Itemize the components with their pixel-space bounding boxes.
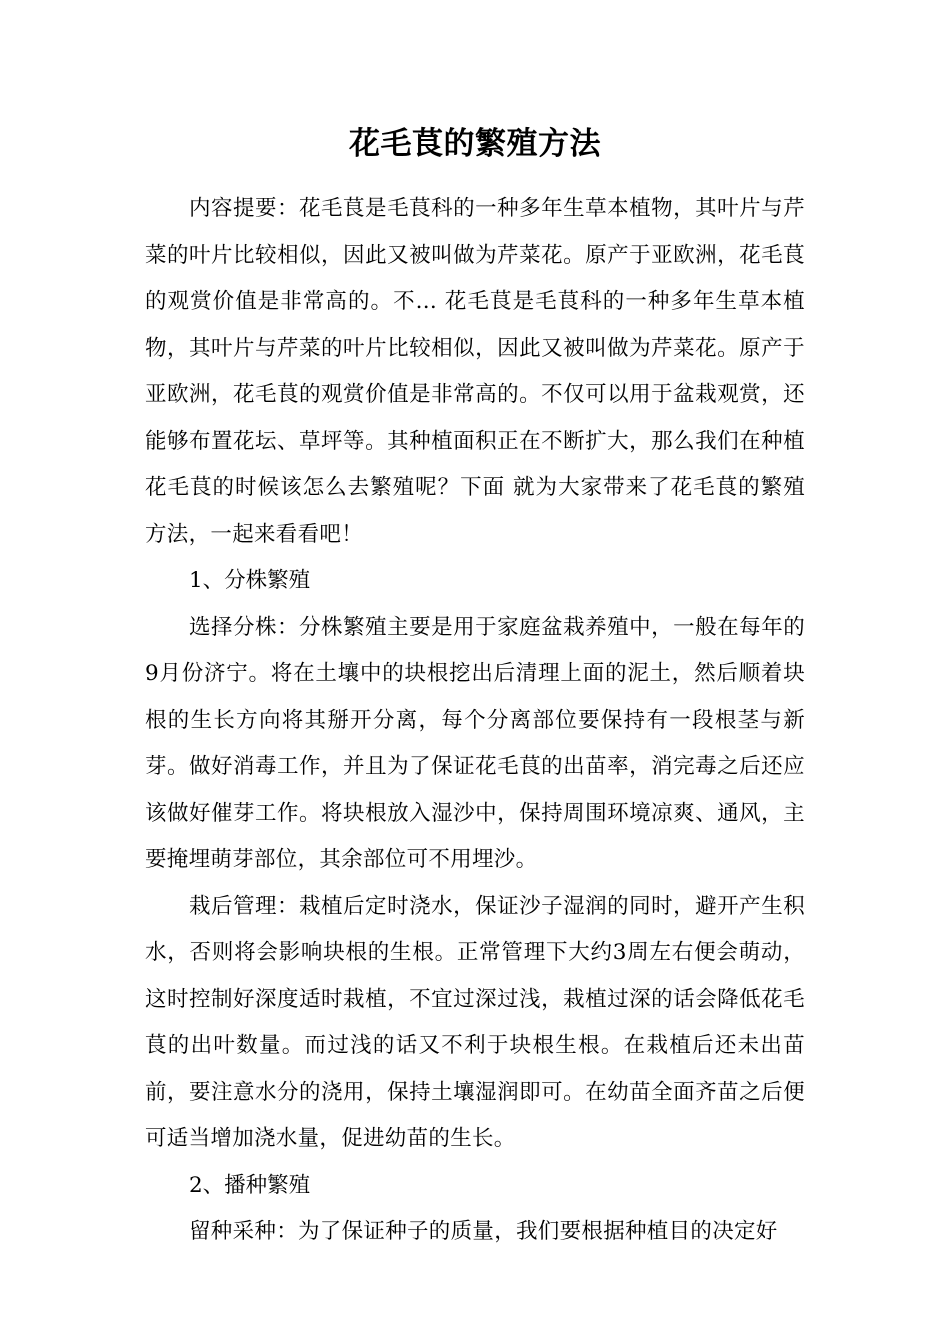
- document-title: 花毛茛的繁殖方法: [349, 126, 601, 162]
- document-body: [145, 186, 805, 1256]
- section-heading-sowing: 2、播种繁殖: [189, 1172, 311, 1198]
- division-aftercare-paragraph: 栽后管理：栽植后定时浇水，保证沙子湿润的同时，避开产生积水，否则将会影响块根的生根。正常管理下大约3周左右便会萌动，这时控制好深度适时栽植，不宜过深过浅，栽植过深的话会降低花毛茛的出叶数量。而过浅的话又不利于块根生根。在栽植后还未出苗前，要注意水分的浇用，保持土壤湿润即可。在幼苗全面齐苗之后便可适当增加浇水量，促进幼苗的生长。: [145, 893, 805, 1151]
- sowing-seed-paragraph: 留种采种：为了保证种子的质量，我们要根据种植目的决定好: [189, 1219, 778, 1244]
- intro-paragraph: 内容提要：花毛茛是毛茛科的一种多年生草本植物，其叶片与芹菜的叶片比较相似，因此又被叫做为芹菜花。原产于亚欧洲，花毛茛的观赏价值是非常高的。不... 花毛茛是毛茛科的一种多年生草本植物，其叶片与芹菜的叶片比较相似，因此又被叫做为芹菜花。原产于亚欧洲，花毛茛的观赏价值是非常高的。不仅可以用于盆栽观赏，还能够布置花坛、草坪等。其种植面积正在不断扩大，那么我们在种植花毛茛的时候该怎么去繁殖呢？下面 就为大家带来了花毛茛的繁殖方法，一起来看看吧！: [145, 196, 805, 547]
- section-heading-division: 1、分株繁殖: [189, 568, 311, 593]
- division-select-paragraph: 选择分株：分株繁殖主要是用于家庭盆栽养殖中，一般在每年的9月份济宁。将在土壤中的块根挖出后清理上面的泥土，然后顺着块根的生长方向将其掰开分离，每个分离部位要保持有一段根茎与新芽。做好消毒工作，并且为了保证花毛茛的出苗率，消完毒之后还应该做好催芽工作。将块根放入湿沙中，保持周围环境凉爽、通风，主要掩埋萌芽部位，其余部位可不用埋沙。: [145, 614, 805, 872]
